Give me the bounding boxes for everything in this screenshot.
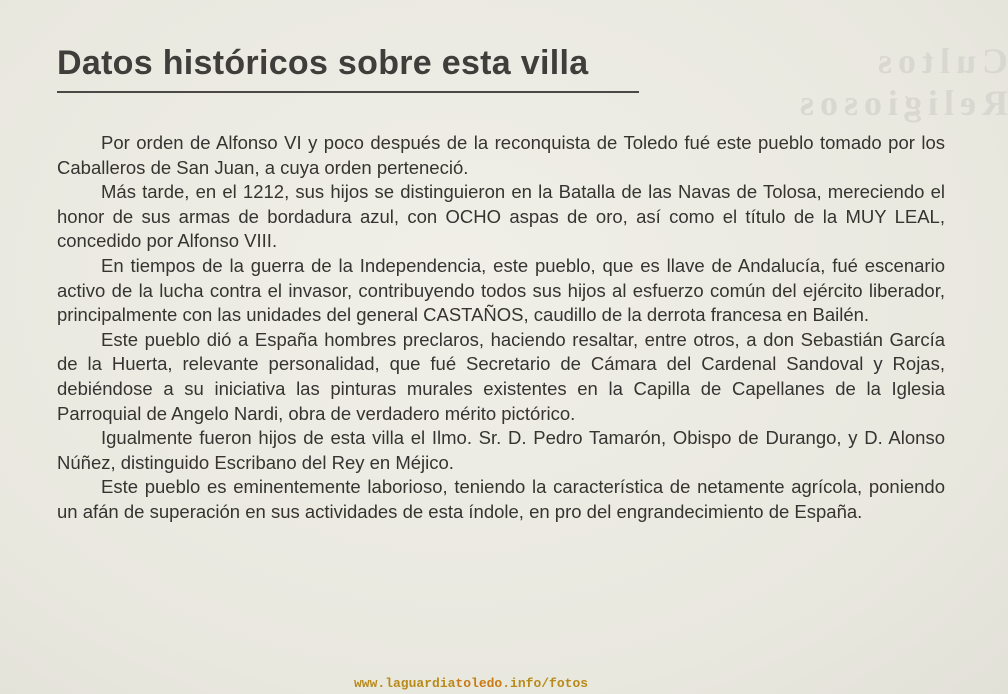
watermark-middle: toledo (455, 676, 503, 691)
source-watermark (354, 676, 588, 691)
page-title: Datos históricos sobre esta villa (57, 44, 589, 82)
paragraph-1: Por orden de Alfonso VI y poco después de la reconquista de Toledo fué este pueblo tomado por los Caballeros de San Juan, a cuya orden perteneció. (57, 132, 945, 178)
paragraph-6: Este pueblo es eminentemente laborioso, teniendo la característica de netamente agrícola, poniendo un afán de superación en sus actividades de esta índole, en pro del engrandecimiento de España. (57, 476, 945, 522)
bleed-through-heading: Cultos Religiosos (793, 41, 1008, 123)
watermark-suffix: .info/fotos (502, 676, 589, 691)
paragraph-3: En tiempos de la guerra de la Independencia, este pueblo, que es llave de Andalucía, fué escenario activo de la lucha contra el invasor, contribuyendo todos sus hijos al esfuerzo común del ejército liberador, principalmente con las unidades del general CASTAÑOS, caudillo de la derrota francesa en Bailén. (57, 254, 945, 326)
paragraph-2: Más tarde, en el 1212, sus hijos se distinguieron en la Batalla de las Navas de Tolosa, mereciendo el honor de sus armas de bordadura azul, con OCHO aspas de oro, así como el título de la MUY LEAL, concedido por Alfonso VIII. (57, 181, 945, 252)
title-underline (57, 91, 639, 93)
watermark-prefix: www.laguardia (354, 676, 456, 691)
article-body (57, 131, 945, 525)
paragraph-4: Este pueblo dió a España hombres preclaros, haciendo resaltar, entre otros, a don Sebastián García de la Huerta, relevante personalidad, que fué Secretario de Cámara del Cardenal Sandoval y Rojas, debiéndose a su iniciativa las pinturas murales existentes en la Capilla de Capellanes de la Iglesia Parroquial de Angelo Nardi, obra de verdadero mérito pictórico. (57, 328, 945, 424)
paragraph-5: Igualmente fueron hijos de esta villa el Ilmo. Sr. D. Pedro Tamarón, Obispo de Durango, y D. Alonso Núñez, distinguido Escribano del Rey en Méjico. (57, 427, 945, 473)
